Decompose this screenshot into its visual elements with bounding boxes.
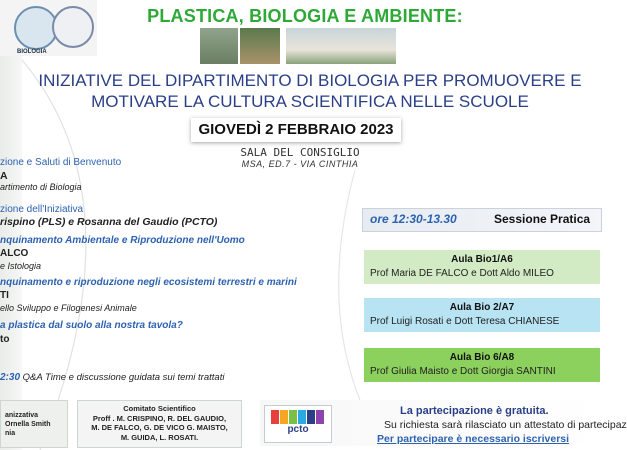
photo-greenhouse-icon (286, 28, 396, 64)
program-qa-line (0, 372, 224, 383)
program-line: nquinamento e riproduzione negli ecosistemi terrestri e marini (0, 277, 297, 288)
comitato-line: M. GUIDA, L. ROSATI. (120, 432, 199, 442)
event-subtitle (20, 70, 600, 112)
program-line: A (0, 170, 8, 182)
photo-plastic-icon (200, 28, 238, 64)
free-participation-note: La partecipazione è gratuita. (400, 405, 549, 417)
aula-title: Aula Bio 2/A7 (449, 302, 515, 313)
program-line: e Istologia (0, 261, 42, 271)
aula-title: Aula Bio 6/A8 (449, 352, 515, 363)
program-line: ello Sviluppo e Filogenesi Animale (0, 303, 137, 313)
logo-caption: BIOLOGIA (17, 49, 47, 55)
event-date: GIOVEDÌ 2 FEBBRAIO 2023 (191, 118, 401, 142)
session-label: Sessione Pratica (494, 212, 591, 226)
subtitle-line-2: MOTIVARE LA CULTURA SCIENTIFICA NELLE SCUOLE (91, 92, 529, 111)
comitato-line: Proff . M. CRISPINO, R. DEL GAUDIO, (92, 413, 227, 423)
org-line: anizzativa (5, 412, 39, 419)
aula-title: Aula Bio1/A6 (451, 254, 513, 265)
pcto-logo-text: pcto (287, 424, 309, 435)
aula-profs: Prof Maria DE FALCO e Dott Aldo MILEO (370, 268, 554, 279)
certificate-note: Su richiesta sarà rilasciato un attestato di partecipaz (384, 419, 627, 431)
program-line: zione dell'Iniziativa (0, 204, 84, 215)
comitato-box (77, 400, 242, 448)
comitato-title: Comitato Scientifico (123, 404, 196, 413)
event-address: MSA, ED.7 - VIA CINTHIA (241, 159, 359, 169)
org-line: nia (5, 430, 16, 437)
comitato-line: M. DE FALCO, G. DE VICO G. MAISTO, (91, 423, 228, 432)
program-line: TI (0, 290, 9, 301)
registration-link[interactable]: Per partecipare è necessario iscriversi (377, 433, 570, 445)
organizzazione-box (0, 400, 68, 448)
program-line: zione e Saluti di Benvenuto (0, 157, 122, 168)
qa-time: 2:30 (0, 372, 21, 383)
program-line: a plastica dal suolo alla nostra tavola? (0, 320, 183, 331)
photo-lab-icon (240, 28, 280, 64)
pcto-logo (264, 405, 332, 443)
event-venue: SALA DEL CONSIGLIO (240, 146, 360, 159)
program-line: to (0, 334, 10, 345)
org-line: Ornella Smith (5, 421, 51, 428)
program-line: nquinamento Ambientale e Riproduzione nell'Uomo (0, 235, 245, 246)
aula-card (364, 348, 600, 382)
session-time: ore 12:30-13.30 (370, 212, 457, 226)
program-line: artimento di Biologia (0, 182, 82, 192)
qa-description: Q&A Time e discussione guidata sui temi trattati (20, 372, 225, 383)
program-line: ALCO (0, 248, 29, 259)
subtitle-line-1: INIZIATIVE DEL DIPARTIMENTO DI BIOLOGIA PER PROMUOVERE E (38, 71, 582, 90)
aula-card (364, 250, 600, 284)
aula-profs: Prof Giulia Maisto e Dott Giorgia SANTINI (370, 366, 556, 377)
aula-card (364, 298, 600, 332)
university-seal-icon (52, 6, 94, 48)
aula-profs: Prof Luigi Rosati e Dott Teresa CHIANESE (370, 316, 560, 327)
event-title: PLASTICA, BIOLOGIA E AMBIENTE: (147, 6, 463, 26)
program-line: rispino (PLS) e Rosanna del Gaudio (PCTO) (0, 216, 218, 228)
